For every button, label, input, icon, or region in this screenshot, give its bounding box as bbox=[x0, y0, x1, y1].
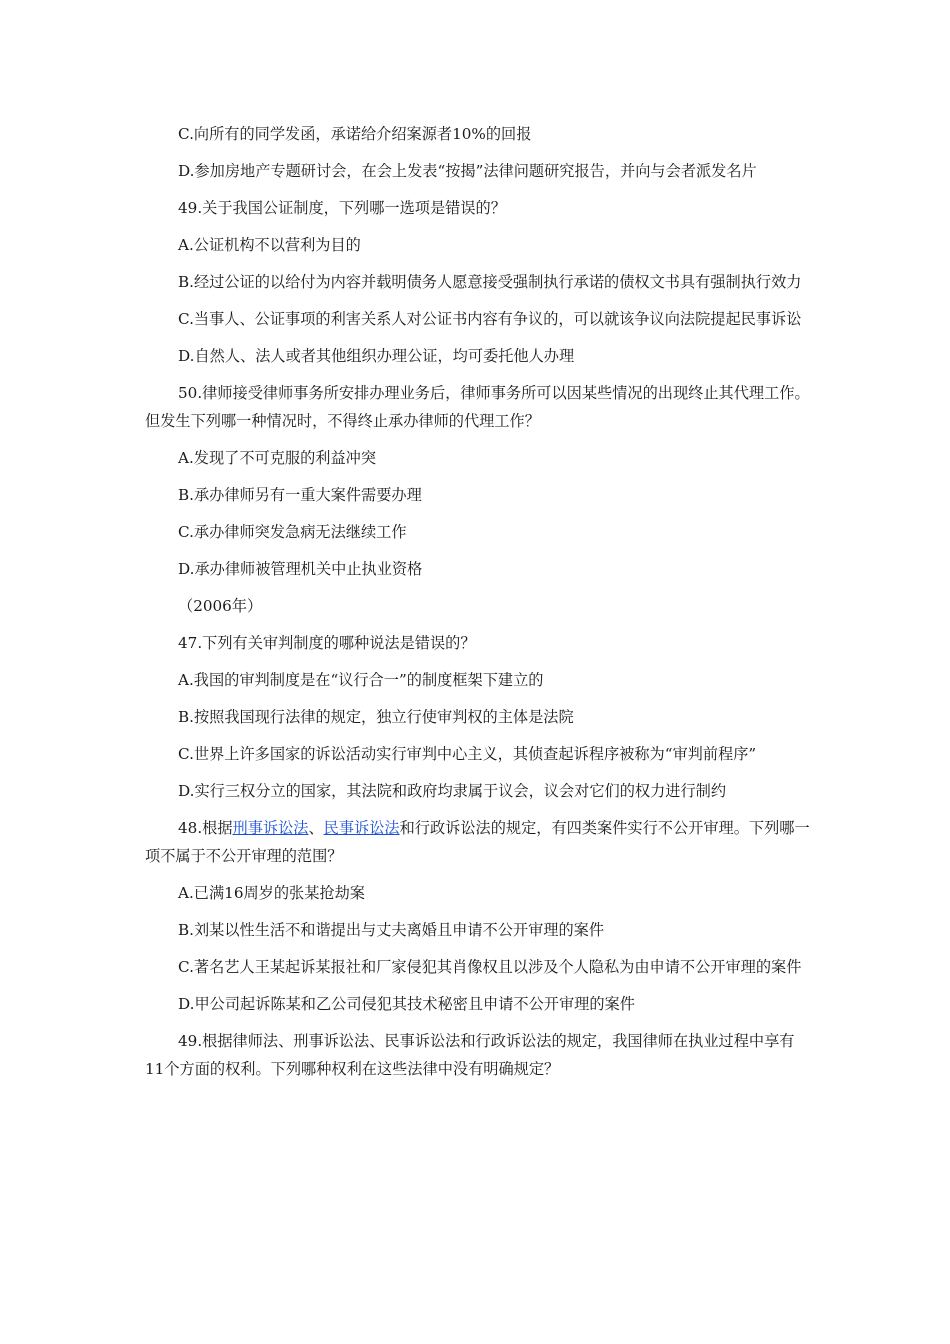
civil-procedure-law-link[interactable]: 民事诉讼法 bbox=[323, 819, 400, 837]
option-a-q49: A.公证机构不以营利为目的 bbox=[178, 236, 361, 254]
option-d-q47prev: D.参加房地产专题研讨会，在会上发表“按揭”法律问题研究报告，并向与会者派发名片 bbox=[178, 162, 757, 180]
year-heading: （2006年） bbox=[178, 597, 263, 615]
option-c-q49: C.当事人、公证事项的利害关系人对公证书内容有争议的，可以就该争议向法院提起民事诉讼 bbox=[178, 310, 802, 328]
document-page bbox=[145, 120, 810, 1092]
option-a-q47: A.我国的审判制度是在“议行合一”的制度框架下建立的 bbox=[178, 671, 544, 689]
option-d-q47: D.实行三权分立的国家，其法院和政府均隶属于议会，议会对它们的权力进行制约 bbox=[178, 782, 727, 800]
option-a-q50: A.发现了不可克服的利益冲突 bbox=[178, 449, 377, 467]
criminal-procedure-law-link[interactable]: 刑事诉讼法 bbox=[232, 819, 309, 837]
question-49-lawyer-rights: 49.根据律师法、刑事诉讼法、民事诉讼法和行政诉讼法的规定，我国律师在执业过程中享有11个方面的权利。下列哪种权利在这些法律中没有明确规定？ bbox=[145, 1032, 795, 1078]
option-c-q47: C.世界上许多国家的诉讼活动实行审判中心主义，其侦查起诉程序被称为“审判前程序” bbox=[178, 745, 757, 763]
option-b-q48: B.刘某以性生活不和谐提出与丈夫离婚且申请不公开审理的案件 bbox=[178, 921, 605, 939]
question-48-suffix: 和行政诉讼法的规定，有四类案件实行不公开审理。下列哪一项不属于不公开审理的范围？ bbox=[145, 819, 810, 865]
question-48-prefix: 48.根据 bbox=[178, 819, 233, 837]
option-c-q48: C.著名艺人王某起诉某报社和厂家侵犯其肖像权且以涉及个人隐私为由申请不公开审理的案件 bbox=[178, 958, 802, 976]
option-d-q50: D.承办律师被管理机关中止执业资格 bbox=[178, 560, 423, 578]
option-d-q49: D.自然人、法人或者其他组织办理公证，均可委托他人办理 bbox=[178, 347, 575, 365]
question-49-notary: 49.关于我国公证制度，下列哪一选项是错误的？ bbox=[178, 199, 506, 217]
option-b-q47: B.按照我国现行法律的规定，独立行使审判权的主体是法院 bbox=[178, 708, 574, 726]
option-c-q50: C.承办律师突发急病无法继续工作 bbox=[178, 523, 407, 541]
option-a-q48: A.已满16周岁的张某抢劫案 bbox=[178, 884, 365, 902]
option-c-q47prev: C.向所有的同学发函，承诺给介绍案源者10%的回报 bbox=[178, 125, 532, 143]
question-48 bbox=[145, 814, 810, 870]
question-50: 50.律师接受律师事务所安排办理业务后，律师事务所可以因某些情况的出现终止其代理工作。但发生下列哪一种情况时，不得终止承办律师的代理工作？ bbox=[145, 384, 810, 430]
option-d-q48: D.甲公司起诉陈某和乙公司侵犯其技术秘密且申请不公开审理的案件 bbox=[178, 995, 635, 1013]
question-47: 47.下列有关审判制度的哪种说法是错误的？ bbox=[178, 634, 476, 652]
option-b-q50: B.承办律师另有一重大案件需要办理 bbox=[178, 486, 422, 504]
question-48-sep: 、 bbox=[308, 819, 324, 837]
option-b-q49: B.经过公证的以给付为内容并载明债务人愿意接受强制执行承诺的债权文书具有强制执行效力 bbox=[178, 273, 802, 291]
